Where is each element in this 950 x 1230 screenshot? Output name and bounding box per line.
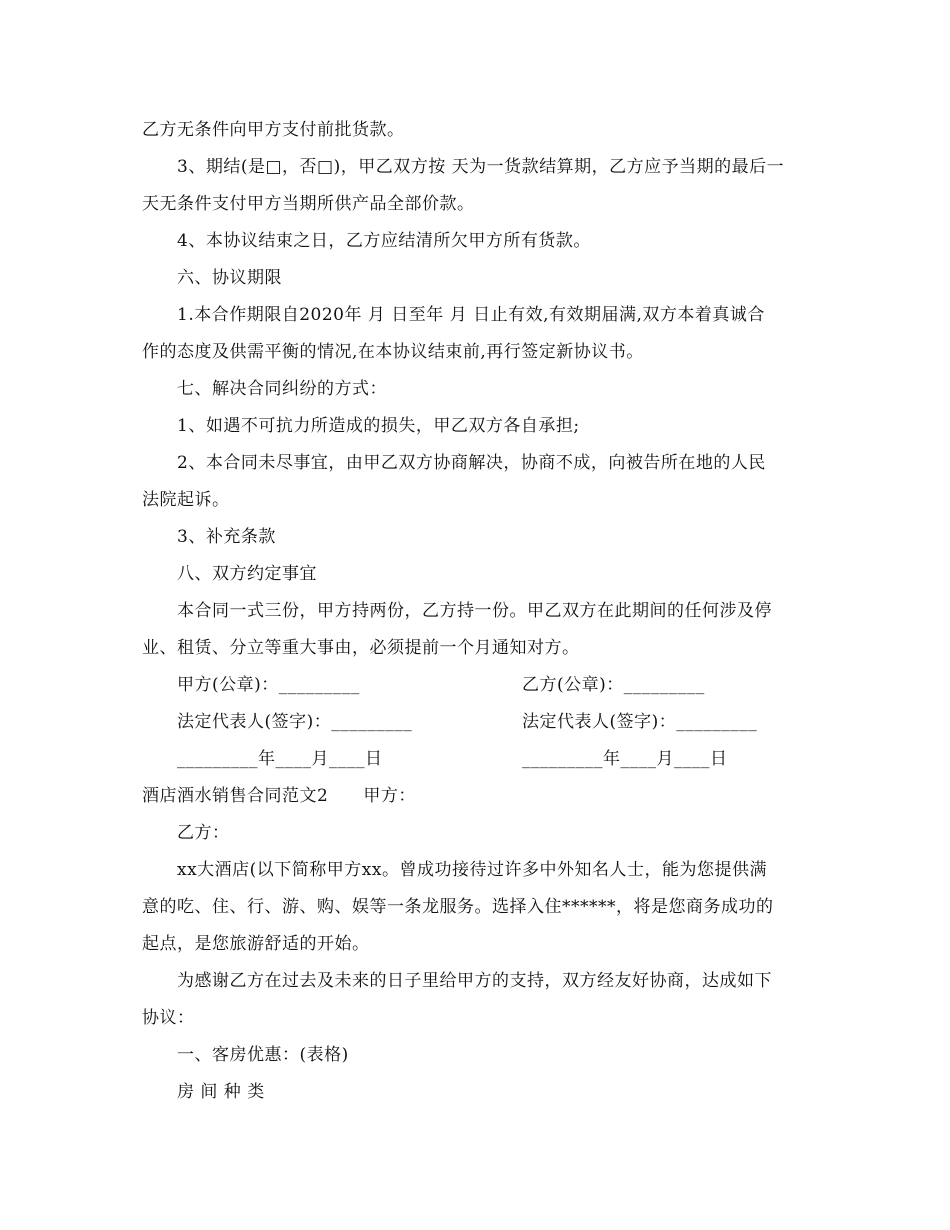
paragraph-line: 天无条件支付甲方当期所供产品全部价款。	[142, 194, 475, 214]
paragraph-line: 乙方无条件向甲方支付前批货款。	[142, 120, 405, 140]
paragraph-line: 3、期结(是□，否□)，甲乙双方按 天为一货款结算期，乙方应予当期的最后一	[177, 157, 785, 177]
paragraph-line: 1.本合作期限自2020年 月 日至年 月 日止有效,有效期届满,双方本着真诚合	[177, 305, 765, 325]
paragraph-line: 为感谢乙方在过去及未来的日子里给甲方的支持，双方经友好协商，达成如下	[177, 971, 772, 991]
party-b-seal: 乙方(公章)：_________	[522, 675, 705, 695]
section-heading: 一、客房优惠：(表格)	[177, 1045, 349, 1065]
paragraph-line: 业、租赁、分立等重大事由，必须提前一个月通知对方。	[142, 638, 580, 658]
section-heading: 七、解决合同纠纷的方式：	[177, 379, 387, 399]
paragraph-line: 4、本协议结束之日，乙方应结清所欠甲方所有货款。	[177, 231, 591, 251]
contract-title-line: 酒店酒水销售合同范文2 甲方：	[142, 786, 416, 806]
paragraph-line: 3、补充条款	[177, 527, 276, 547]
paragraph-line: 作的态度及供需平衡的情况,在本协议结束前,再行签定新协议书。	[142, 342, 644, 362]
paragraph-line: 意的吃、住、行、游、购、娱等一条龙服务。选择入住******，将是您商务成功的	[142, 897, 774, 917]
table-header-label: 房 间 种 类	[177, 1082, 265, 1102]
paragraph-line: 1、如遇不可抗力所造成的损失，甲乙双方各自承担;	[177, 416, 580, 436]
party-b-representative: 法定代表人(签字)：_________	[522, 712, 758, 732]
paragraph-line: 乙方：	[177, 823, 230, 843]
party-a-representative: 法定代表人(签字)：_________	[177, 712, 413, 732]
paragraph-line: xx大酒店(以下简称甲方xx。曾成功接待过许多中外知名人士，能为您提供满	[177, 860, 767, 880]
paragraph-line: 起点，是您旅游舒适的开始。	[142, 934, 370, 954]
party-a-seal: 甲方(公章)：_________	[177, 675, 360, 695]
paragraph-line: 2、本合同未尽事宜，由甲乙双方协商解决，协商不成，向被告所在地的人民	[177, 453, 766, 473]
paragraph-line: 法院起诉。	[142, 490, 230, 510]
section-heading: 六、协议期限	[177, 268, 282, 288]
paragraph-line: 本合同一式三份，甲方持两份，乙方持一份。甲乙双方在此期间的任何涉及停	[177, 601, 772, 621]
section-heading: 八、双方约定事宜	[177, 564, 317, 584]
party-b-date: _________年____月____日	[522, 749, 728, 769]
paragraph-line: 协议：	[142, 1008, 195, 1028]
party-a-date: _________年____月____日	[177, 749, 383, 769]
